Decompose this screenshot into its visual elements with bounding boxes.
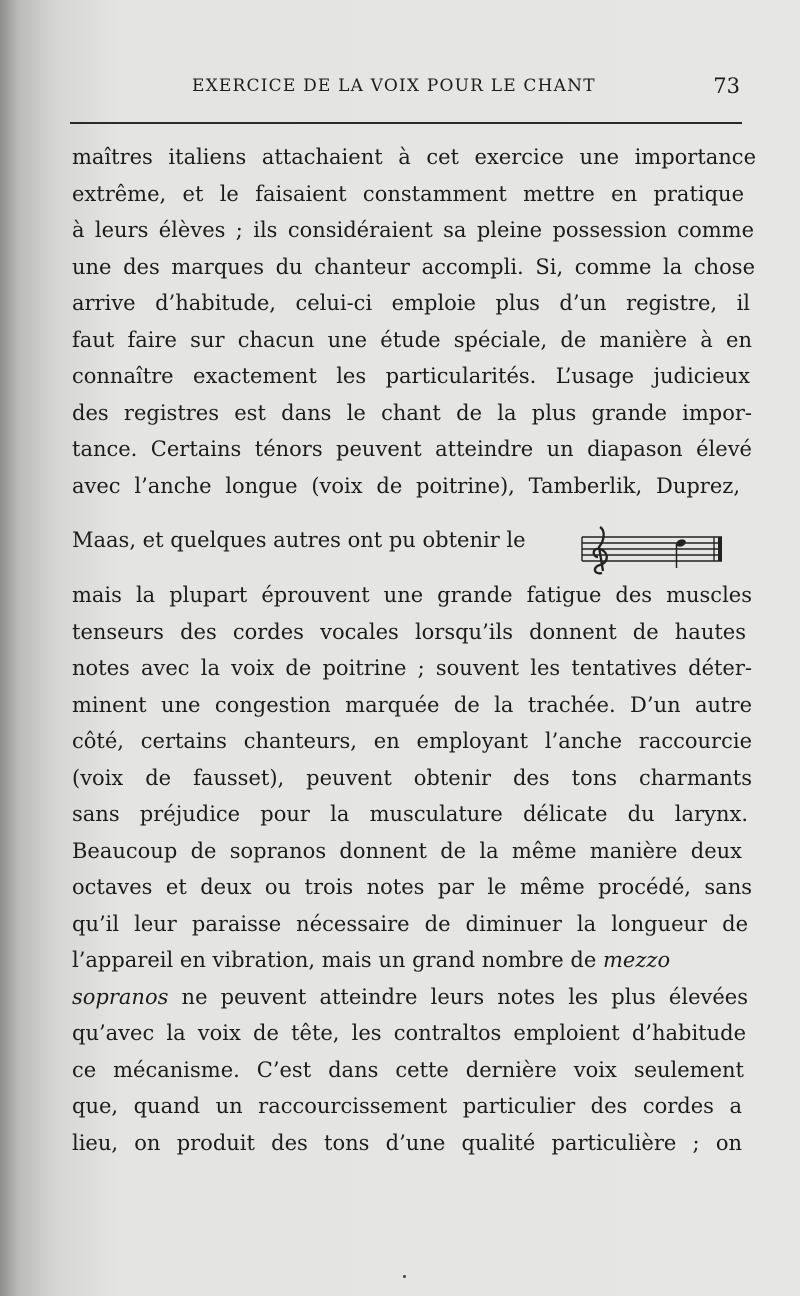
text-line: mais la plupart éprouvent une grande fatigue des muscles <box>72 583 752 607</box>
text-line: faut faire sur chacun une étude spéciale, de manière à en <box>72 328 752 352</box>
text-line: lieu, on produit des tons d’une qualité particulière ; on <box>72 1131 742 1155</box>
text-line: qu’avec la voix de tête, les contraltos emploient d’habitude <box>72 1021 746 1045</box>
running-head: EXERCICE DE LA VOIX POUR LE CHANT <box>192 76 596 96</box>
text-line: minent une congestion marquée de la trachée. D’un autre <box>72 693 752 717</box>
text-line: à leurs élèves ; ils considéraient sa pleine possession comme <box>72 218 754 242</box>
text-line: ce mécanisme. C’est dans cette dernière voix seulement <box>72 1058 744 1082</box>
text-line: extrême, et le faisaient constamment mettre en pratique <box>72 182 744 206</box>
text-line: maîtres italiens attachaient à cet exercice une importance <box>72 145 756 169</box>
page-header <box>70 74 742 104</box>
text-line: tenseurs des cordes vocales lorsqu’ils donnent de hautes <box>72 620 746 644</box>
text-line: des registres est dans le chant de la plus grande impor- <box>72 401 752 425</box>
text-line: tance. Certains ténors peuvent atteindre un diapason élevé <box>72 437 752 461</box>
text-line: notes avec la voix de poitrine ; souvent les tentatives déter- <box>72 656 752 680</box>
text-line: qu’il leur paraisse nécessaire de diminuer la longueur de <box>72 912 748 936</box>
italic-word: mezzo <box>602 948 671 972</box>
text-line: Beaucoup de sopranos donnent de la même manière deux <box>72 839 742 863</box>
text-line <box>72 948 748 972</box>
text-line: connaître exactement les particularités. L’usage judicieux <box>72 364 750 388</box>
speck <box>403 1275 406 1278</box>
page-number: 73 <box>713 74 740 98</box>
text-line: avec l’anche longue (voix de poitrine), Tamberlik, Duprez, <box>72 474 740 498</box>
text-line: côté, certains chanteurs, en employant l’anche raccourcie <box>72 729 752 753</box>
text-line: sans préjudice pour la musculature délicate du larynx. <box>72 802 748 826</box>
treble-clef-staff-note-icon <box>580 523 726 579</box>
text-line: que, quand un raccourcissement particulier des cordes a <box>72 1094 742 1118</box>
text-line: (voix de fausset), peuvent obtenir des tons charmants <box>72 766 752 790</box>
text-line: octaves et deux ou trois notes par le même procédé, sans <box>72 875 752 899</box>
header-rule <box>70 122 742 124</box>
italic-word: sopranos <box>72 985 169 1009</box>
text-line: Maas, et quelques autres ont pu obtenir le <box>72 528 526 552</box>
text-line-part: ne peuvent atteindre leurs notes les plus élevées <box>181 985 748 1009</box>
text-line: arrive d’habitude, celui-ci emploie plus d’un registre, il <box>72 291 750 315</box>
text-line <box>72 985 748 1009</box>
text-line-part: l’appareil en vibration, mais un grand nombre de <box>72 948 597 972</box>
text-line: une des marques du chanteur accompli. Si, comme la chose <box>72 255 755 279</box>
